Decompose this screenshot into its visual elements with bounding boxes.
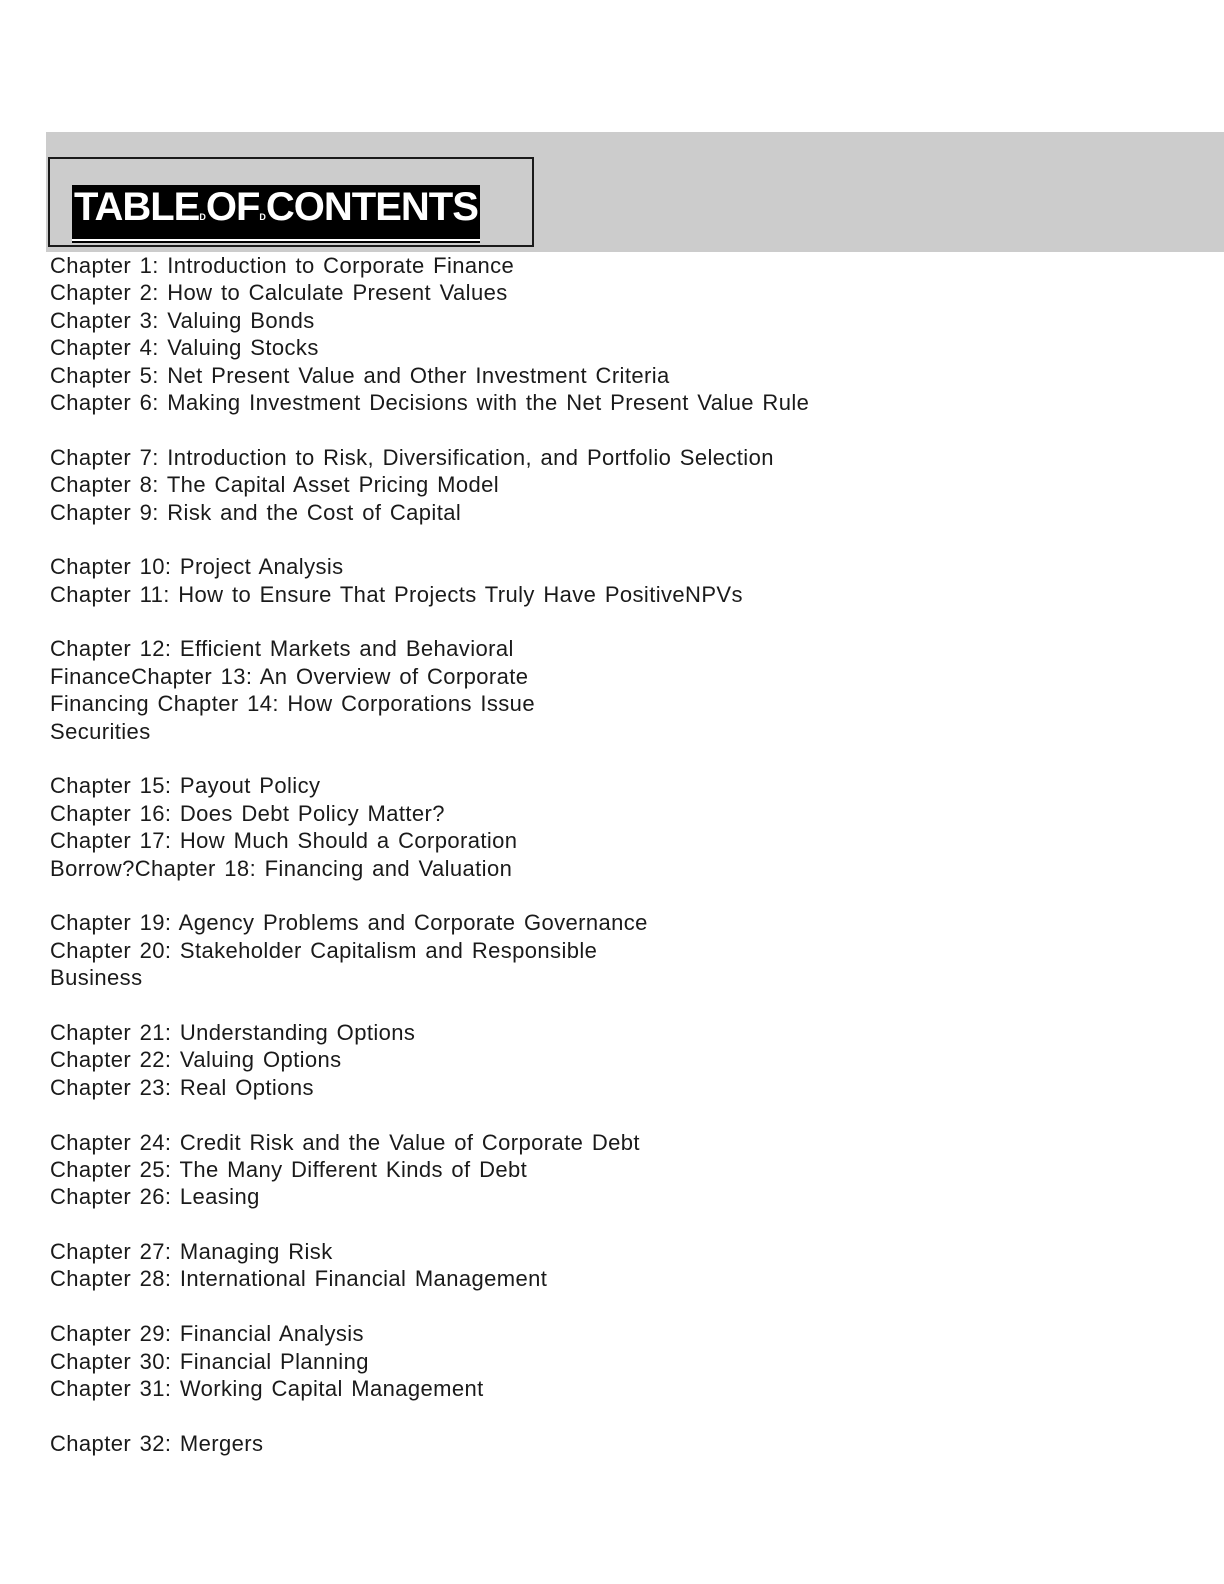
toc-entry: Chapter 32: Mergers bbox=[50, 1430, 264, 1456]
toc-spacer bbox=[50, 992, 870, 1019]
toc-entry: Chapter 21: Understanding Options bbox=[50, 1019, 416, 1045]
toc-entry: Chapter 29: Financial Analysis bbox=[50, 1321, 364, 1347]
title-word-contents: CONTENTS bbox=[265, 185, 478, 229]
toc-entry: Chapter 23: Real Options bbox=[50, 1074, 314, 1100]
toc-entry: Chapter 26: Leasing bbox=[50, 1184, 260, 1210]
toc-entry: Chapter 1: Introduction to Corporate Finance bbox=[50, 253, 515, 278]
toc-spacer bbox=[50, 1402, 870, 1429]
toc-entry: Chapter 3: Valuing Bonds bbox=[50, 307, 315, 333]
toc-spacer bbox=[50, 1211, 870, 1238]
toc-entry: Chapter 2: How to Calculate Present Values bbox=[50, 280, 508, 306]
toc-entry: Chapter 11: How to Ensure That Projects Truly Have PositiveNPVs bbox=[50, 581, 743, 607]
toc-entry: Chapter 9: Risk and the Cost of Capital bbox=[50, 499, 462, 525]
toc-entry: Financing Chapter 14: How Corporations Issue bbox=[50, 691, 535, 717]
toc-spacer bbox=[50, 526, 870, 553]
toc-entry: Chapter 8: The Capital Asset Pricing Model bbox=[50, 472, 500, 498]
toc-entry: Chapter 5: Net Present Value and Other Investment Criteria bbox=[50, 362, 670, 388]
toc-spacer bbox=[50, 745, 870, 772]
toc-entry: Chapter 22: Valuing Options bbox=[50, 1047, 342, 1073]
title-separator: D bbox=[199, 212, 206, 222]
toc-entry: Chapter 12: Efficient Markets and Behavioral bbox=[50, 636, 514, 662]
toc-entry: Chapter 6: Making Investment Decisions with the Net Present Value Rule bbox=[50, 389, 810, 415]
toc-entry: Securities bbox=[50, 718, 151, 744]
title-box bbox=[48, 157, 534, 247]
toc-entry: Chapter 24: Credit Risk and the Value of Corporate Debt bbox=[50, 1129, 640, 1155]
title-separator: D bbox=[259, 212, 266, 222]
toc-spacer bbox=[50, 1293, 870, 1320]
toc-entry: Business bbox=[50, 965, 143, 991]
toc-entry: Chapter 25: The Many Different Kinds of Debt bbox=[50, 1156, 528, 1182]
toc-entry: FinanceChapter 13: An Overview of Corporate bbox=[50, 663, 529, 689]
toc-entry: Chapter 31: Working Capital Management bbox=[50, 1376, 484, 1402]
toc-entry: Chapter 7: Introduction to Risk, Diversification, and Portfolio Selection bbox=[50, 444, 774, 470]
toc-entry: Chapter 27: Managing Risk bbox=[50, 1239, 333, 1265]
toc-spacer bbox=[50, 416, 870, 443]
toc-entry: Chapter 19: Agency Problems and Corporate Governance bbox=[50, 910, 648, 936]
title-word-of: OF bbox=[205, 185, 260, 229]
toc-entry: Chapter 15: Payout Policy bbox=[50, 773, 321, 799]
toc-entry: Chapter 17: How Much Should a Corporation bbox=[50, 828, 518, 854]
title-word-table: TABLE bbox=[74, 185, 200, 229]
toc-spacer bbox=[50, 882, 870, 909]
toc-entry: Chapter 28: International Financial Management bbox=[50, 1266, 548, 1292]
toc-entry: Chapter 16: Does Debt Policy Matter? bbox=[50, 800, 445, 826]
toc-entry: Chapter 20: Stakeholder Capitalism and Responsible bbox=[50, 937, 598, 963]
toc-entry: Chapter 30: Financial Planning bbox=[50, 1348, 369, 1374]
toc-spacer bbox=[50, 1101, 870, 1128]
toc-entry: Borrow?Chapter 18: Financing and Valuation bbox=[50, 855, 513, 881]
toc-entry: Chapter 4: Valuing Stocks bbox=[50, 335, 319, 361]
page-title bbox=[72, 185, 480, 241]
toc-entry: Chapter 10: Project Analysis bbox=[50, 554, 344, 580]
table-of-contents bbox=[50, 252, 870, 1457]
toc-spacer bbox=[50, 608, 870, 635]
